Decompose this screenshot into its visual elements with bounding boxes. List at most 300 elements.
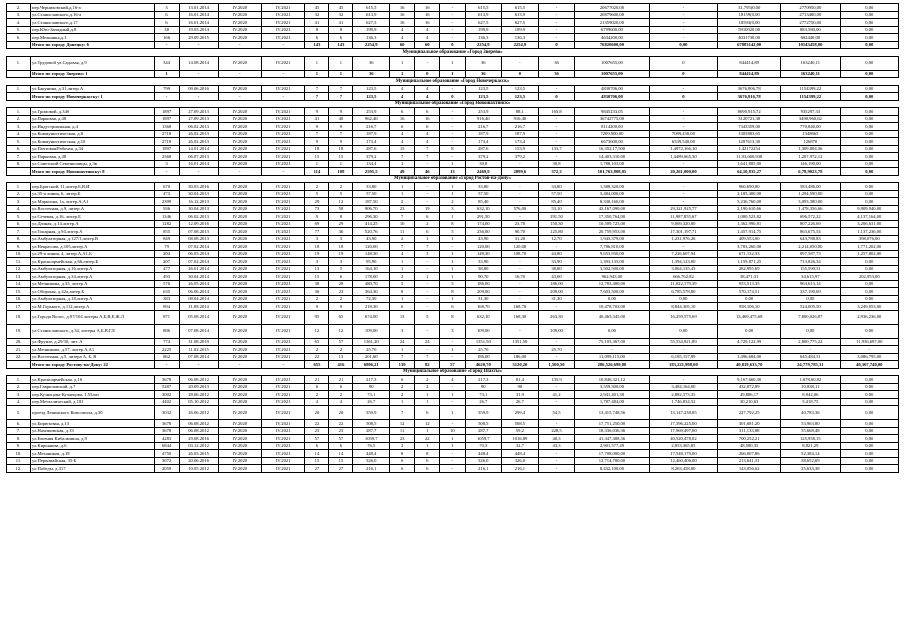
table-cell: 1897 [154,145,179,153]
table-cell: 38 [154,26,179,34]
table-cell: 16.12.2013 [179,198,218,206]
table-cell: - [440,108,465,116]
section-title: Муниципальное образование «Город Зверево» [7,49,899,57]
table-cell: - [502,198,539,206]
table-row [7,160,899,168]
table-cell: 20,261,000,00 [649,168,718,176]
table-row [7,427,899,435]
table-cell: 9,167,660,30 [718,376,781,384]
table-cell: 168,30 [502,310,539,324]
table-cell: 57 [305,435,329,443]
table-cell: 90 [502,383,539,391]
table-cell: 287,6 [465,145,502,153]
table-cell: 6. [7,420,31,428]
table-cell: 1. [7,85,31,93]
table-row [7,4,899,12]
table-cell: 38,652,69 [781,457,840,465]
table-cell: ул.Громовой, д.34б [31,108,155,116]
table-cell: 55,668,48 [781,427,840,435]
table-cell: 1 [390,183,415,191]
table-cell: 90 [465,383,502,391]
table-cell: 9 [305,123,329,131]
table-cell: 41,347,488,36 [575,435,649,443]
table-cell: 13 [305,265,329,273]
table-cell: 06.03.2014 [179,250,218,258]
section-header-row [7,49,899,57]
table-cell: IV.2020 [218,26,261,34]
table-cell: 16 [415,11,440,19]
table-cell: - [502,295,539,303]
table-cell: - [649,11,718,19]
table-cell: IV.2020 [218,280,261,288]
table-cell: 17,751,250,00 [575,420,649,428]
section-title: Муниципальное образование «Город Шахты» [7,368,899,376]
table-cell: 627,5 [465,19,502,27]
table-cell: 14 [329,450,353,458]
table-row [7,205,899,213]
table-cell: 217,3 [353,376,390,384]
table-cell: 8 [390,450,415,458]
table-cell: 15 [305,457,329,465]
resettlement-table [6,3,899,473]
table-cell: 645,484,31 [781,353,840,361]
section-header-row [7,78,899,86]
table-cell: 57,50 [538,190,575,198]
table-cell: 286,526,699,00 [575,361,649,369]
table-cell: IV.2021 [261,338,304,346]
table-cell: 4 [305,398,329,406]
table-cell: IV.2020 [218,145,261,153]
table-cell: 5 [329,265,353,273]
table-cell: IV.2021 [261,205,304,213]
table-cell: 849 [154,235,179,243]
table-cell: 213,641,31 [718,457,781,465]
table-row [7,346,899,354]
table-cell: 8 [415,450,440,458]
table-cell: 33,80 [353,183,390,191]
table-cell: 11 [390,427,415,435]
table-cell: IV.2020 [218,391,261,399]
table-cell: 799 [154,85,179,93]
table-cell: 134,4 [353,160,390,168]
table-cell: 13 [390,310,415,324]
table-cell: 9 [305,138,329,146]
table-cell: 12 [329,324,353,338]
table-cell: 1 [440,258,465,266]
table-cell: - [781,346,840,354]
table-cell: 109,00 [353,324,390,338]
table-cell: 207 [154,258,179,266]
table-cell: 1154399,22 [781,93,840,101]
table-cell: 123,5 [353,85,390,93]
table-cell: IV.2021 [261,250,304,258]
table-cell: 26.02.2013 [179,138,218,146]
table-cell: - [538,123,575,131]
table-cell: 1,787,484,00 [575,398,649,406]
table-cell: 613,9 [353,11,390,19]
table-cell: 5 [329,190,353,198]
table-cell: 1 [415,391,440,399]
table-cell: 25,70 [538,346,575,354]
table-cell: ул.Коммунистическая, д.10 [31,138,155,146]
table-cell: 7,226,607,94 [649,250,718,258]
total-row [7,41,899,49]
table-cell: - [415,258,440,266]
table-cell: 26.06.2012 [179,406,218,420]
table-cell: 4,137,164,00 [840,213,898,221]
table-cell: 36 [353,70,390,78]
table-cell: 253,9 [465,108,502,116]
table-cell: - [649,19,718,27]
table-cell: 139 [390,361,415,369]
table-cell: IV.2020 [218,258,261,266]
table-cell: 1 [440,346,465,354]
table-cell: ул.Кирьянова, д.6 [31,442,155,450]
table-cell: 0,00 [840,442,898,450]
table-cell: 477 [154,265,179,273]
table-cell: 6 [415,465,440,473]
table-cell: 12. [7,265,31,273]
table-cell: 291,50 [538,213,575,221]
table-cell: 1,207,972,12 [781,153,840,161]
table-cell: 4. [7,398,31,406]
table-cell: - [154,361,179,369]
table-cell: 27.09.2013 [179,115,218,123]
table-cell: - [502,288,539,296]
table-cell: 12,714,700,00 [575,457,649,465]
table-cell: 4 [415,93,440,101]
table-cell: 32,7 [502,442,539,450]
table-cell: 4 [329,398,353,406]
table-cell: 40,3 [538,435,575,443]
table-cell: пер.Мельника,д.1 [31,34,155,42]
table-cell: 4031730,00 [718,34,781,42]
table-row [7,273,899,281]
table-cell: 0,00 [840,4,898,12]
table-cell: 2. [7,190,31,198]
table-cell: 109,00 [538,324,575,338]
table-cell: 20 [329,406,353,420]
table-cell: 3,249,053,00 [840,303,898,311]
table-cell: 3678 [154,420,179,428]
table-cell: 22 [329,420,353,428]
table-cell: 7 [415,353,440,361]
table-cell: 16 [390,19,415,27]
table-cell: 70,3 [465,442,502,450]
table-cell: 7209,900,00 [575,130,649,138]
table-cell: 14 [305,450,329,458]
table-cell: 2 [415,376,440,384]
table-cell: - [440,138,465,146]
table-cell: 43,3 [538,442,575,450]
table-cell: 958,106,10 [718,303,781,311]
table-cell: 57 [440,361,465,369]
table-cell: - [538,457,575,465]
table-cell: 6 [415,228,440,236]
table-cell: - [440,383,465,391]
table-cell: - [415,160,440,168]
table-cell: 187,9 [502,130,539,138]
table-cell: - [179,70,218,78]
table-cell: 73,1 [465,391,502,399]
table-cell: Итого по городу Новошахтинску: 8 [31,168,155,176]
table-cell: 2 [305,183,329,191]
table-cell: 1. [7,183,31,191]
table-cell: 8. [7,435,31,443]
table-cell: ул.Восточная, д.9, литер.А [31,205,155,213]
table-cell: IV.2020 [218,190,261,198]
table-cell: 1,231,976,26 [649,235,718,243]
table-cell: ул.Парковая, д.48 [31,153,155,161]
table-cell: 19.03.2014 [179,26,218,34]
table-cell: 666,762,82 [649,273,718,281]
table-cell: 1,42172254 [718,145,781,153]
table-cell: 4830706,00 [575,85,649,93]
table-cell: 3 [329,235,353,243]
table-cell: 1 [440,295,465,303]
table-cell: 88,1 [502,108,539,116]
table-cell: 807,226,69 [781,220,840,228]
table-cell: 60 [415,41,440,49]
table-cell: - [538,338,575,346]
table-cell: 1 [390,56,415,70]
table-cell: 228,5 [538,427,575,435]
table-cell: 266,007,86 [718,450,781,458]
table-cell: 2 [329,183,353,191]
section-title: Муниципальное образование «Город Ростов-на-Дону» [7,175,899,183]
table-cell: 5910020,00 [718,26,781,34]
table-cell: 216,7 [353,123,390,131]
table-cell: - [440,26,465,34]
table-cell: 7 [305,93,329,101]
table-cell: 953,513,35 [718,280,781,288]
table-cell: 20677020,00 [575,4,649,12]
table-cell: 11. [7,457,31,465]
table-cell: 101,763,808,05 [575,168,649,176]
table-cell: 2. [7,4,31,12]
table-cell: 0,00 [840,70,898,78]
table-cell: 14,403,310,00 [575,153,649,161]
table-cell: 25,633,38 [781,465,840,473]
table-cell: 95 [305,310,329,324]
table-cell: 6844 [154,442,179,450]
table-cell: ул.Станиславского,д.16-а [31,11,155,19]
table-cell: IV.2021 [261,310,304,324]
table-cell: 12,70 [538,235,575,243]
table-cell: 2225 [154,346,179,354]
table-cell: 18159(0,00 [718,11,781,19]
table-cell: - [415,346,440,354]
table-cell: 0 [649,93,718,101]
table-cell: 0,00 [840,427,898,435]
table-cell: 32 [329,11,353,19]
table-cell: 16,259,575,69 [649,310,718,324]
table-cell: 10 [440,427,465,435]
table-cell: IV.2021 [261,265,304,273]
table-cell: 1,943,379,00 [575,235,649,243]
table-cell: 9,069,320,00 [649,220,718,228]
table-cell: 21 [305,376,329,384]
table-cell: 53,10 [538,205,575,213]
table-row [7,108,899,116]
table-cell: 31,30 [465,295,502,303]
table-cell: 576 [154,280,179,288]
table-cell: 337,190,69 [781,288,840,296]
table-cell: IV.2021 [261,220,304,228]
table-cell: 16,352,17,500 [575,145,649,153]
table-cell: 0,00 [840,198,898,206]
table-cell: 6 [305,383,329,391]
table-cell: 287,7 [465,427,502,435]
table-cell: 44,80 [538,250,575,258]
table-cell: 6806,21 [353,361,390,369]
table-cell: IV.2021 [261,324,304,338]
table-cell: 326,0 [353,457,390,465]
table-cell: 1 [440,435,465,443]
table-cell: 85,40 [465,198,502,206]
table-cell: 38,471,31 [718,273,781,281]
table-cell: - [649,85,718,93]
table-row [7,258,899,266]
table-cell: 4. [7,205,31,213]
table-cell: IV.2020 [218,442,261,450]
table-cell: 774 [154,338,179,346]
table-cell: 20. [7,338,31,346]
table-cell: 1351,50 [465,338,502,346]
table-cell: 344 [154,56,179,70]
table-cell: 7 [415,153,440,161]
table-cell: 1. [7,56,31,70]
table-cell: 8,942,06 [781,391,840,399]
table-cell: 1351,50 [502,338,539,346]
table-cell: - [840,346,898,354]
table-cell: 168,70 [465,303,502,311]
table-cell: 1,500,50 [538,361,575,369]
table-cell: 916,40 [465,115,502,123]
table-cell: IV.2021 [261,145,304,153]
table-cell: IV.2021 [261,228,304,236]
table-cell: 20879600,00 [575,11,649,19]
table-cell: 1007655,00 [575,56,649,70]
table-cell: 0,00 [840,376,898,384]
table-cell: - [538,303,575,311]
table-cell: 0 [538,41,575,49]
table-cell: 123,5 [502,85,539,93]
table-row [7,213,899,221]
table-cell: 33,90 [465,258,502,266]
table-cell: 3,559,300,00 [575,383,649,391]
table-cell: 28 [329,280,353,288]
table-cell: - [440,338,465,346]
table-cell: 27 [305,465,329,473]
table-cell: 3002 [154,391,179,399]
table-cell: 0 [502,70,539,78]
table-cell: - [440,353,465,361]
table-cell: - [440,115,465,123]
table-cell: пер.Черниховский,д.16-а [31,4,155,12]
table-cell: 9,909,940,00 [840,205,898,213]
table-cell: 844414,89 [718,70,781,78]
table-cell: 8690,915,72 [718,108,781,116]
table-body [7,4,899,473]
table-cell: 16 [415,19,440,27]
table-cell: 76,5 [353,442,390,450]
table-cell: 1,4972,166,10 [649,145,718,153]
table-cell: 07.08.2014 [179,353,218,361]
table-cell: 07.08.2013 [179,228,218,236]
table-cell: ул.Сечевая, д.16, литер.Б [31,213,155,221]
table-cell: - [218,70,261,78]
table-cell: 615,5 [502,4,539,12]
table-cell: 29 [329,220,353,228]
table-cell: 3 [440,205,465,213]
table-cell: 8,263,458,00 [649,465,718,473]
table-cell: - [538,450,575,458]
table-cell: 22 [305,420,329,428]
table-cell: - [440,123,465,131]
table-cell: 1,137,236,00 [840,228,898,236]
table-cell: 173,4 [353,138,390,146]
table-cell: 9. [7,442,31,450]
table-row [7,220,899,228]
table-cell: 1,788,103,00 [575,160,649,168]
table-cell: 1 [329,70,353,78]
table-row [7,235,899,243]
table-cell: ул.Механиков, д.18 [31,450,155,458]
table-cell: 432,872,89 [718,383,781,391]
table-cell: 43,00 [538,273,575,281]
table-cell: 301,681,20 [718,420,781,428]
table-cell: - [154,41,179,49]
table-cell: 65 [329,310,353,324]
table-cell: 07.08.2014 [179,324,218,338]
table-cell: 3. [7,123,31,131]
table-cell: 90,70 [502,228,539,236]
table-cell: 4 [415,130,440,138]
table-cell: пер.Юго-Западный,д.8 [31,26,155,34]
table-cell: 570,174,51 [718,288,781,296]
table-cell: 216,7 [502,123,539,131]
table-cell: 123,5 [465,85,502,93]
table-cell: 54,5 [538,406,575,420]
table-cell: 1. [7,108,31,116]
table-cell: 1 [415,442,440,450]
table-cell: - [502,324,539,338]
table-cell: 696,572,22 [781,213,840,221]
table-cell: 0 [440,41,465,49]
table-cell: 17. [7,303,31,311]
table-cell: 1007655,00 [575,70,649,78]
table-cell: ул.Индустриальная, д.4 [31,123,155,131]
table-cell: ул.Амбулаторная, д.18,литер.А [31,295,155,303]
table-cell: - [538,153,575,161]
table-cell: 30.03.2016 [179,183,218,191]
table-cell: IV.2020 [218,383,261,391]
table-cell: 7 [390,213,415,221]
table-cell: - [649,346,718,354]
table-cell: 26,7 [502,398,539,406]
table-cell: 13,415,748,56 [575,406,649,420]
table-cell: 1 [154,70,179,78]
table-row [7,398,899,406]
table-cell: 133,7 [538,145,575,153]
table-cell: - [649,4,718,12]
table-cell: - [649,183,718,191]
table-cell: 3. [7,391,31,399]
table-cell: 0,00 [840,265,898,273]
table-cell: 65 [305,338,329,346]
table-cell: 72,30 [353,295,390,303]
